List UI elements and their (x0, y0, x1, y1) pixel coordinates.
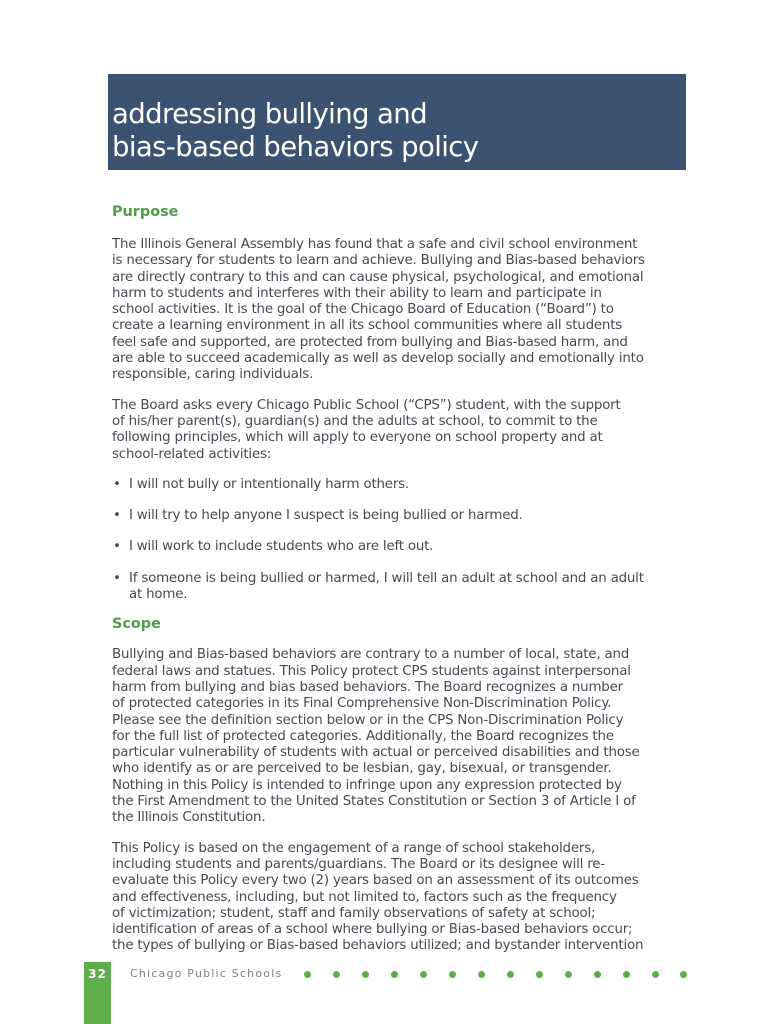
text-line: including students and parents/guardians. The Board or its designee will re- (112, 856, 605, 872)
scope-paragraph-2 (112, 841, 690, 955)
text-line: create a learning environment in all its school communities where all students (112, 318, 623, 334)
footer-dot-row (304, 971, 688, 979)
decorative-dot-icon (391, 971, 398, 978)
text-line: the Illinois Constitution. (112, 810, 266, 826)
text-line: of victimization; student, staff and family observations of safety at school; (112, 905, 596, 921)
list-item (112, 477, 690, 493)
bullet-icon: • (113, 508, 121, 524)
text-line: Please see the definition section below or in the CPS Non-Discrimination Policy (112, 712, 624, 728)
scope-paragraph-1 (112, 647, 690, 826)
text-line: federal laws and statues. This Policy protect CPS students against interpersonal (112, 663, 631, 679)
text-line: who identify as or are perceived to be lesbian, gay, bisexual, or transgender. (112, 761, 612, 777)
text-line: evaluate this Policy every two (2) years based on an assessment of its outcomes (112, 873, 639, 889)
decorative-dot-icon (594, 971, 601, 978)
list-item-text: at home. (129, 587, 188, 603)
text-line: are able to succeed academically as well as develop socially and emotionally into (112, 351, 644, 367)
text-line: Nothing in this Policy is intended to infringe upon any expression protected by (112, 777, 622, 793)
text-line: This Policy is based on the engagement of a range of school stakeholders, (112, 840, 596, 856)
decorative-dot-icon (449, 971, 456, 978)
text-line: particular vulnerability of students with actual or perceived disabilities and those (112, 745, 640, 761)
decorative-dot-icon (536, 971, 543, 978)
list-item-text: If someone is being bullied or harmed, I will tell an adult at school and an adult (129, 570, 644, 586)
page-title-line-2: bias-based behaviors policy (112, 131, 479, 163)
list-item-text: I will not bully or intentionally harm others. (129, 476, 409, 492)
text-line: of his/her parent(s), guardian(s) and the adults at school, to commit to the (112, 413, 598, 429)
decorative-dot-icon (333, 971, 340, 978)
purpose-heading: Purpose (112, 204, 179, 220)
text-line: and effectiveness, including, but not limited to, factors such as the frequency (112, 889, 617, 905)
text-line: responsible, caring individuals. (112, 367, 314, 383)
decorative-dot-icon (507, 971, 514, 978)
title-banner (108, 74, 686, 170)
bullet-icon: • (113, 539, 121, 555)
list-item (112, 571, 690, 604)
purpose-paragraph-2 (112, 398, 690, 463)
decorative-dot-icon (420, 971, 427, 978)
scope-heading: Scope (112, 616, 161, 633)
list-item-text: I will try to help anyone I suspect is being bullied or harmed. (129, 508, 523, 524)
list-item (112, 539, 690, 555)
text-line: for the full list of protected categories. Additionally, the Board recognizes the (112, 728, 614, 744)
decorative-dot-icon (478, 971, 485, 978)
bullet-icon: • (113, 570, 121, 586)
text-line: are directly contrary to this and can cause physical, psychological, and emotional (112, 269, 644, 285)
decorative-dot-icon (304, 971, 311, 978)
text-line: identification of areas of a school where bullying or Bias-based behaviors occur; (112, 922, 633, 938)
decorative-dot-icon (652, 971, 659, 978)
bullet-icon: • (113, 476, 121, 492)
text-line: is necessary for students to learn and achieve. Bullying and Bias-based behaviors (112, 253, 645, 269)
purpose-paragraph-1 (112, 237, 690, 384)
text-line: The Board asks every Chicago Public School (“CPS”) student, with the support (112, 397, 621, 413)
text-line: Bullying and Bias-based behaviors are contrary to a number of local, state, and (112, 647, 630, 663)
text-line: of protected categories in its Final Comprehensive Non-Discrimination Policy. (112, 696, 612, 712)
decorative-dot-icon (362, 971, 369, 978)
list-item-text: I will work to include students who are left out. (129, 539, 434, 555)
text-line: the First Amendment to the United States Constitution or Section 3 of Article I of (112, 794, 636, 810)
page-number: 32 (84, 962, 111, 1024)
text-line: harm to students and interferes with their ability to learn and participate in (112, 285, 602, 301)
decorative-dot-icon (680, 971, 687, 978)
text-line: The Illinois General Assembly has found that a safe and civil school environment (112, 237, 638, 252)
decorative-dot-icon (565, 971, 572, 978)
text-line: the types of bullying or Bias-based behaviors utilized; and bystander intervention (112, 938, 644, 954)
text-line: feel safe and supported, are protected from bullying and Bias-based harm, and (112, 334, 628, 350)
page-title-line-1: addressing bullying and (112, 98, 427, 130)
page-footer (84, 962, 690, 1024)
document-body (112, 204, 690, 955)
decorative-dot-icon (623, 971, 630, 978)
text-line: following principles, which will apply to everyone on school property and at (112, 430, 603, 446)
publisher-name: Chicago Public Schools (130, 967, 283, 980)
text-line: harm from bullying and bias based behaviors. The Board recognizes a number (112, 679, 623, 695)
text-line: school-related activities: (112, 446, 272, 462)
text-line: school activities. It is the goal of the Chicago Board of Education (“Board”) to (112, 302, 614, 318)
list-item (112, 508, 690, 524)
principles-list (112, 477, 690, 603)
